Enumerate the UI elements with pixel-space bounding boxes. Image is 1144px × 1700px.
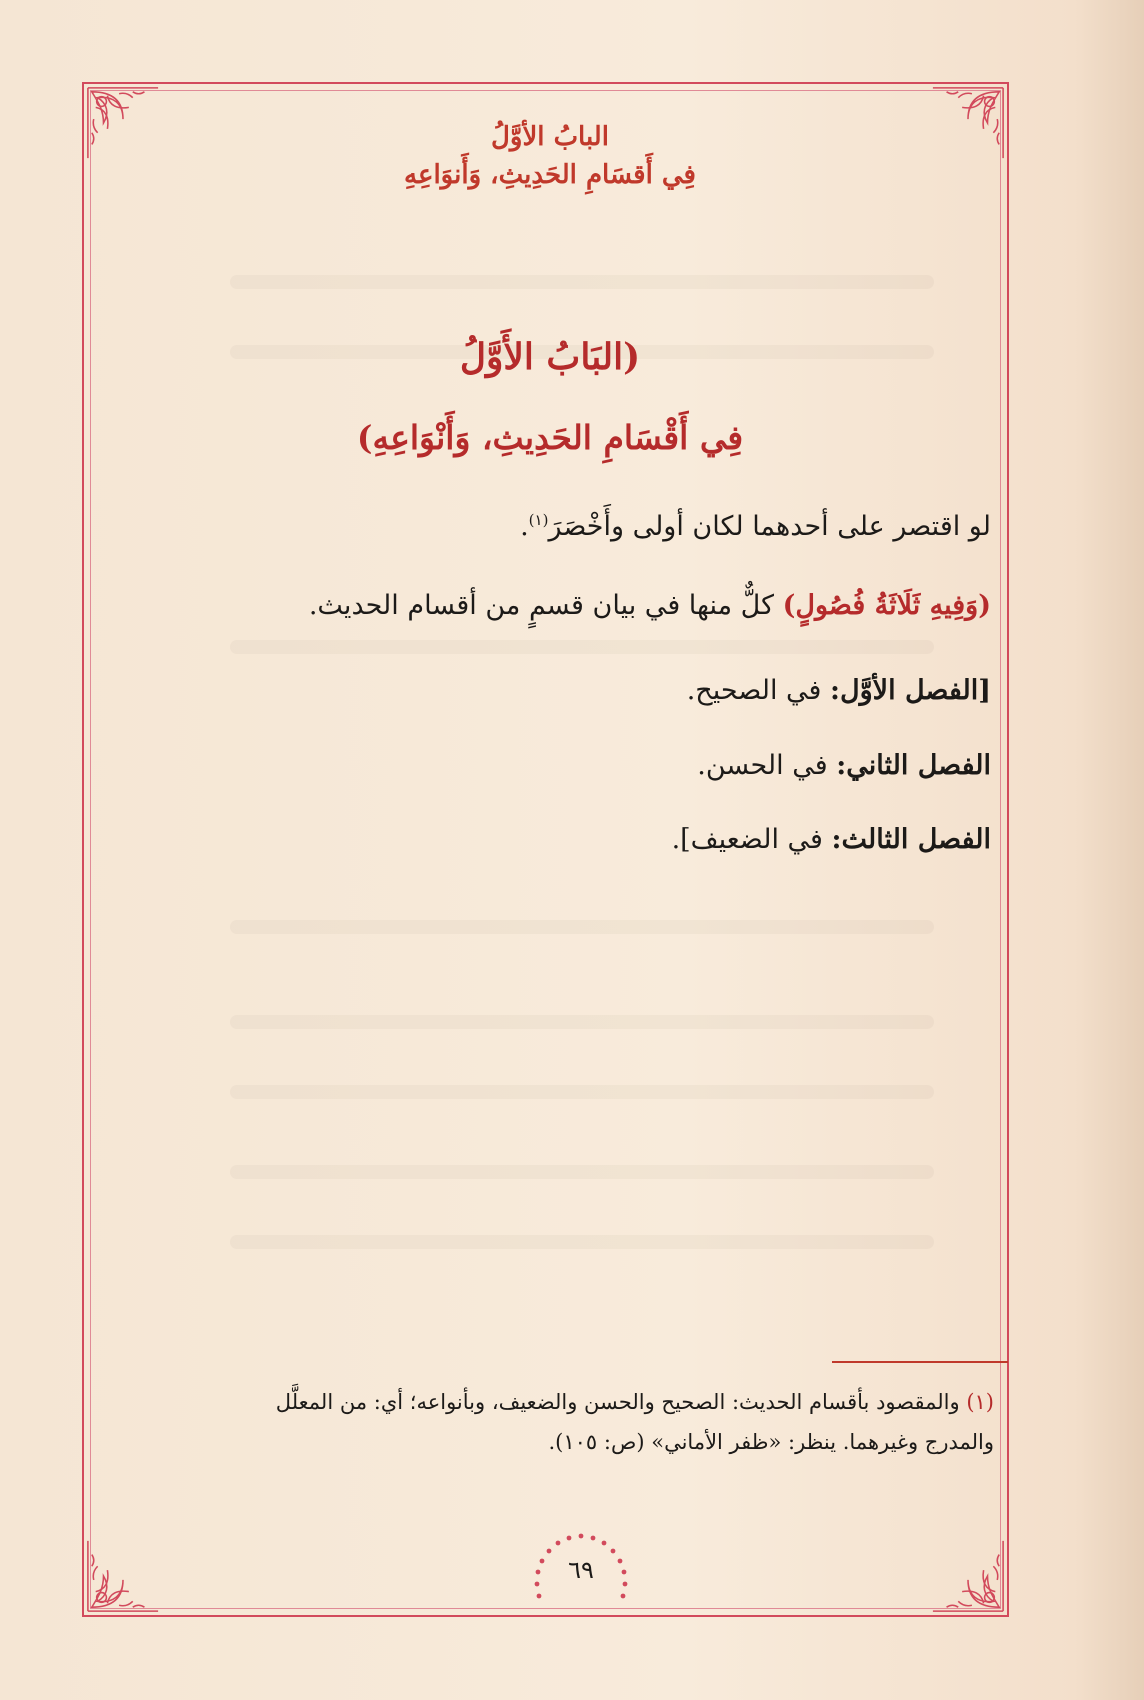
line1-end: .: [520, 511, 529, 542]
section-2-text: في الحسن.: [697, 750, 828, 781]
section-3-text: في الضعيف].: [671, 824, 823, 855]
section-2: [171, 746, 991, 786]
running-header: [200, 118, 900, 194]
header-subject: فِي أَقسَامِ الحَدِيثِ، وَأَنوَاعِهِ: [404, 160, 696, 190]
section-1-text: في الصحيح.: [686, 675, 822, 706]
footnote-line-2: [164, 1422, 994, 1462]
footnote-line-1: [164, 1382, 994, 1422]
highlighted-phrase: (وَفِيهِ ثَلَاثَةُ فُصُولٍ): [782, 590, 991, 621]
corner-ornament-top-left: [84, 84, 162, 162]
line1-text: لو اقتصر على أحدهما لكان أولى وأَخْصَرَ: [548, 511, 991, 542]
footnote-ref: (١): [528, 511, 549, 529]
line2-text: كلٌّ منها في بيان قسمٍ من أقسام الحديث.: [308, 590, 774, 621]
section-3: [171, 820, 991, 860]
section-2-label: الفصل الثاني:: [836, 750, 991, 781]
header-chapter: البابُ الأوَّلُ: [491, 122, 609, 152]
footnote-text-1: والمقصود بأقسام الحديث: الصحيح والحسن والضعيف، وبأنواعه؛ أي: من المعلَّل: [275, 1390, 960, 1414]
chapter-subtitle: فِي أَقْسَامِ الحَدِيثِ، وَأَنْوَاعِهِ): [356, 418, 744, 457]
section-1-label: [الفصل الأوَّل:: [830, 675, 991, 706]
body-line-1: [171, 500, 991, 547]
chapter-title: (البَابُ الأَوَّلُ: [459, 336, 641, 378]
section-1: [171, 671, 991, 711]
body-line-2: [171, 586, 991, 626]
page-number: ٦٩: [568, 1556, 594, 1584]
footnote-text-2: والمدرج وغيرهما. ينظر: «ظفر الأماني» (ص: ١٠٥).: [548, 1430, 994, 1454]
corner-ornament-bottom-left: [84, 1537, 162, 1615]
footnote-number: (١): [966, 1390, 994, 1414]
footnote-separator: [832, 1361, 1008, 1363]
corner-ornament-bottom-right: [929, 1537, 1007, 1615]
corner-ornament-top-right: [929, 84, 1007, 162]
section-3-label: الفصل الثالث:: [831, 824, 991, 855]
